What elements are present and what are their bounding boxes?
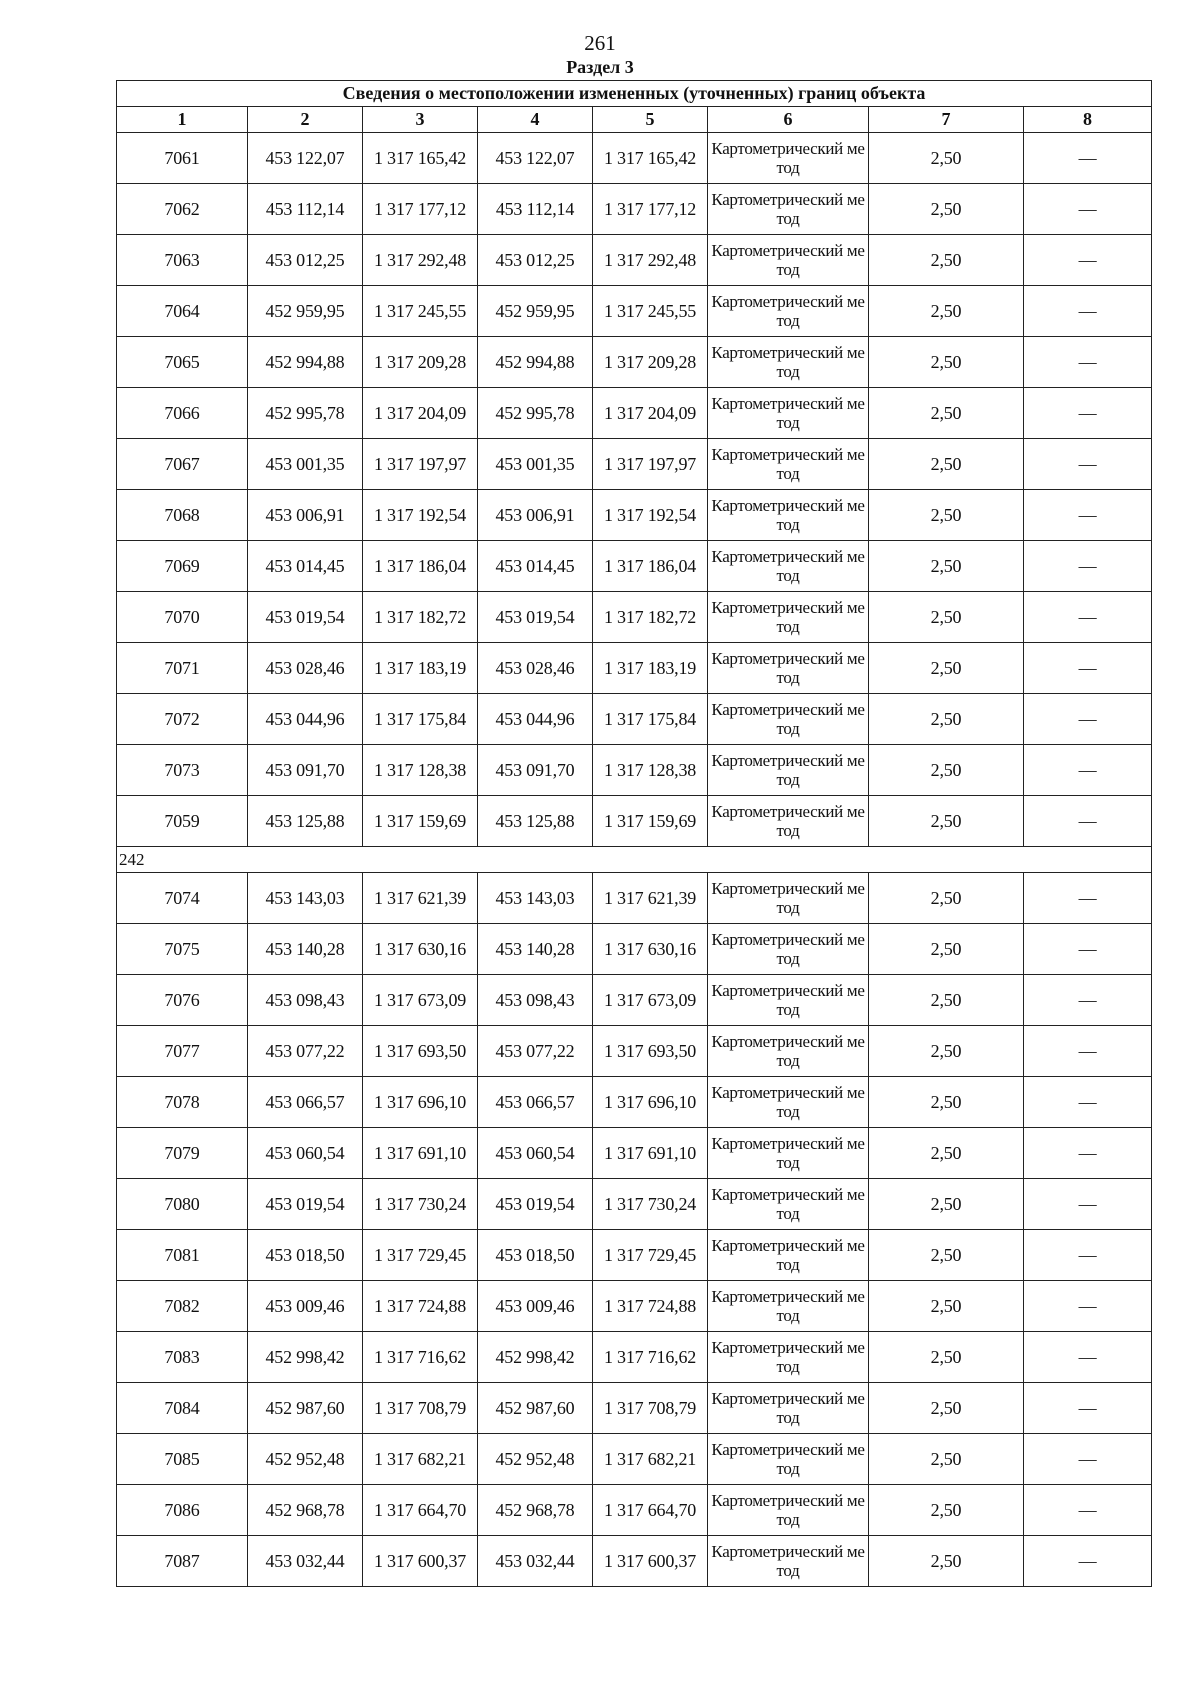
accuracy-cell: 2,50 [869, 592, 1024, 643]
method-cell: Картометрический метод [708, 1077, 869, 1128]
x-new-cell: 453 019,54 [478, 592, 593, 643]
x-new-cell: 453 006,91 [478, 490, 593, 541]
accuracy-cell: 2,50 [869, 1281, 1024, 1332]
x-new-cell: 453 044,96 [478, 694, 593, 745]
y-new-cell: 1 317 186,04 [593, 541, 708, 592]
accuracy-cell: 2,50 [869, 490, 1024, 541]
table-row [117, 1179, 1152, 1230]
table-row [117, 694, 1152, 745]
method-cell: Картометрический метод [708, 1026, 869, 1077]
method-cell: Картометрический метод [708, 873, 869, 924]
x-old-cell: 453 066,57 [248, 1077, 363, 1128]
x-old-cell: 452 987,60 [248, 1383, 363, 1434]
accuracy-cell: 2,50 [869, 796, 1024, 847]
method-cell: Картометрический метод [708, 439, 869, 490]
y-old-cell: 1 317 292,48 [363, 235, 478, 286]
y-old-cell: 1 317 600,37 [363, 1536, 478, 1587]
x-new-cell: 452 994,88 [478, 337, 593, 388]
x-old-cell: 452 952,48 [248, 1434, 363, 1485]
y-new-cell: 1 317 729,45 [593, 1230, 708, 1281]
y-old-cell: 1 317 128,38 [363, 745, 478, 796]
accuracy-cell: 2,50 [869, 1026, 1024, 1077]
accuracy-cell: 2,50 [869, 439, 1024, 490]
description-cell: — [1024, 1485, 1152, 1536]
point-number-cell: 7064 [117, 286, 248, 337]
x-old-cell: 453 009,46 [248, 1281, 363, 1332]
x-new-cell: 453 112,14 [478, 184, 593, 235]
table-row [117, 796, 1152, 847]
table-row [117, 1128, 1152, 1179]
x-old-cell: 453 014,45 [248, 541, 363, 592]
column-header: 3 [363, 107, 478, 133]
table-row [117, 1383, 1152, 1434]
accuracy-cell: 2,50 [869, 1128, 1024, 1179]
table-row [117, 1281, 1152, 1332]
y-new-cell: 1 317 730,24 [593, 1179, 708, 1230]
y-old-cell: 1 317 630,16 [363, 924, 478, 975]
y-new-cell: 1 317 621,39 [593, 873, 708, 924]
x-old-cell: 453 028,46 [248, 643, 363, 694]
column-header: 8 [1024, 107, 1152, 133]
accuracy-cell: 2,50 [869, 745, 1024, 796]
x-old-cell: 453 032,44 [248, 1536, 363, 1587]
table-row [117, 924, 1152, 975]
x-new-cell: 453 098,43 [478, 975, 593, 1026]
table-caption: Сведения о местоположении измененных (уточненных) границ объекта [117, 81, 1152, 107]
point-number-cell: 7080 [117, 1179, 248, 1230]
column-header: 5 [593, 107, 708, 133]
y-old-cell: 1 317 177,12 [363, 184, 478, 235]
x-old-cell: 453 018,50 [248, 1230, 363, 1281]
method-cell: Картометрический метод [708, 694, 869, 745]
description-cell: — [1024, 184, 1152, 235]
table-row [117, 1026, 1152, 1077]
accuracy-cell: 2,50 [869, 133, 1024, 184]
table-row [117, 184, 1152, 235]
y-old-cell: 1 317 708,79 [363, 1383, 478, 1434]
accuracy-cell: 2,50 [869, 235, 1024, 286]
description-cell: — [1024, 1383, 1152, 1434]
y-old-cell: 1 317 621,39 [363, 873, 478, 924]
x-old-cell: 453 098,43 [248, 975, 363, 1026]
description-cell: — [1024, 1230, 1152, 1281]
accuracy-cell: 2,50 [869, 924, 1024, 975]
accuracy-cell: 2,50 [869, 286, 1024, 337]
y-old-cell: 1 317 159,69 [363, 796, 478, 847]
table-row [117, 1434, 1152, 1485]
section-title: Раздел 3 [566, 57, 634, 77]
page-number: 261 [584, 31, 616, 55]
method-cell: Картометрический метод [708, 1383, 869, 1434]
method-cell: Картометрический метод [708, 1179, 869, 1230]
x-new-cell: 452 998,42 [478, 1332, 593, 1383]
y-new-cell: 1 317 177,12 [593, 184, 708, 235]
x-new-cell: 453 018,50 [478, 1230, 593, 1281]
point-number-cell: 7059 [117, 796, 248, 847]
y-new-cell: 1 317 183,19 [593, 643, 708, 694]
point-number-cell: 7066 [117, 388, 248, 439]
y-new-cell: 1 317 691,10 [593, 1128, 708, 1179]
y-new-cell: 1 317 192,54 [593, 490, 708, 541]
table-row [117, 1230, 1152, 1281]
point-number-cell: 7069 [117, 541, 248, 592]
x-new-cell: 453 019,54 [478, 1179, 593, 1230]
y-new-cell: 1 317 128,38 [593, 745, 708, 796]
y-old-cell: 1 317 186,04 [363, 541, 478, 592]
table-row [117, 1536, 1152, 1587]
column-header: 1 [117, 107, 248, 133]
column-header: 4 [478, 107, 593, 133]
description-cell: — [1024, 439, 1152, 490]
x-old-cell: 453 143,03 [248, 873, 363, 924]
y-old-cell: 1 317 664,70 [363, 1485, 478, 1536]
method-cell: Картометрический метод [708, 337, 869, 388]
accuracy-cell: 2,50 [869, 337, 1024, 388]
point-number-cell: 7084 [117, 1383, 248, 1434]
accuracy-cell: 2,50 [869, 1485, 1024, 1536]
x-old-cell: 453 019,54 [248, 592, 363, 643]
x-new-cell: 453 009,46 [478, 1281, 593, 1332]
y-new-cell: 1 317 182,72 [593, 592, 708, 643]
x-old-cell: 453 077,22 [248, 1026, 363, 1077]
description-cell: — [1024, 490, 1152, 541]
x-old-cell: 452 998,42 [248, 1332, 363, 1383]
table-row [117, 439, 1152, 490]
table-row [117, 337, 1152, 388]
description-cell: — [1024, 235, 1152, 286]
description-cell: — [1024, 1128, 1152, 1179]
description-cell: — [1024, 1179, 1152, 1230]
table-row [117, 592, 1152, 643]
x-new-cell: 453 028,46 [478, 643, 593, 694]
x-old-cell: 452 959,95 [248, 286, 363, 337]
y-new-cell: 1 317 724,88 [593, 1281, 708, 1332]
y-new-cell: 1 317 716,62 [593, 1332, 708, 1383]
x-new-cell: 453 077,22 [478, 1026, 593, 1077]
description-cell: — [1024, 541, 1152, 592]
point-number-cell: 7071 [117, 643, 248, 694]
point-number-cell: 7078 [117, 1077, 248, 1128]
table-row [117, 873, 1152, 924]
method-cell: Картометрический метод [708, 1281, 869, 1332]
accuracy-cell: 2,50 [869, 643, 1024, 694]
point-number-cell: 7062 [117, 184, 248, 235]
y-old-cell: 1 317 724,88 [363, 1281, 478, 1332]
x-old-cell: 453 091,70 [248, 745, 363, 796]
y-old-cell: 1 317 730,24 [363, 1179, 478, 1230]
description-cell: — [1024, 1281, 1152, 1332]
point-number-cell: 7068 [117, 490, 248, 541]
x-old-cell: 453 044,96 [248, 694, 363, 745]
method-cell: Картометрический метод [708, 924, 869, 975]
method-cell: Картометрический метод [708, 1128, 869, 1179]
x-new-cell: 453 012,25 [478, 235, 593, 286]
accuracy-cell: 2,50 [869, 975, 1024, 1026]
x-new-cell: 453 125,88 [478, 796, 593, 847]
y-new-cell: 1 317 696,10 [593, 1077, 708, 1128]
y-old-cell: 1 317 673,09 [363, 975, 478, 1026]
method-cell: Картометрический метод [708, 1332, 869, 1383]
y-new-cell: 1 317 204,09 [593, 388, 708, 439]
x-old-cell: 453 112,14 [248, 184, 363, 235]
y-old-cell: 1 317 696,10 [363, 1077, 478, 1128]
description-cell: — [1024, 975, 1152, 1026]
accuracy-cell: 2,50 [869, 184, 1024, 235]
accuracy-cell: 2,50 [869, 1077, 1024, 1128]
y-old-cell: 1 317 175,84 [363, 694, 478, 745]
y-new-cell: 1 317 197,97 [593, 439, 708, 490]
y-new-cell: 1 317 693,50 [593, 1026, 708, 1077]
x-new-cell: 452 995,78 [478, 388, 593, 439]
accuracy-cell: 2,50 [869, 1536, 1024, 1587]
y-old-cell: 1 317 691,10 [363, 1128, 478, 1179]
point-number-cell: 7067 [117, 439, 248, 490]
point-number-cell: 7072 [117, 694, 248, 745]
point-number-cell: 7075 [117, 924, 248, 975]
column-header: 2 [248, 107, 363, 133]
point-number-cell: 7085 [117, 1434, 248, 1485]
group-row [117, 847, 1152, 873]
table-row [117, 1077, 1152, 1128]
x-old-cell: 453 012,25 [248, 235, 363, 286]
column-header-row [117, 107, 1152, 133]
y-new-cell: 1 317 708,79 [593, 1383, 708, 1434]
y-new-cell: 1 317 165,42 [593, 133, 708, 184]
x-new-cell: 453 143,03 [478, 873, 593, 924]
method-cell: Картометрический метод [708, 286, 869, 337]
coordinates-table [116, 80, 1152, 1587]
accuracy-cell: 2,50 [869, 1179, 1024, 1230]
y-old-cell: 1 317 245,55 [363, 286, 478, 337]
accuracy-cell: 2,50 [869, 1332, 1024, 1383]
table-row [117, 1332, 1152, 1383]
accuracy-cell: 2,50 [869, 1230, 1024, 1281]
method-cell: Картометрический метод [708, 490, 869, 541]
description-cell: — [1024, 1332, 1152, 1383]
point-number-cell: 7079 [117, 1128, 248, 1179]
table-row [117, 745, 1152, 796]
method-cell: Картометрический метод [708, 975, 869, 1026]
y-new-cell: 1 317 664,70 [593, 1485, 708, 1536]
x-old-cell: 453 122,07 [248, 133, 363, 184]
y-new-cell: 1 317 159,69 [593, 796, 708, 847]
accuracy-cell: 2,50 [869, 541, 1024, 592]
point-number-cell: 7082 [117, 1281, 248, 1332]
x-old-cell: 453 006,91 [248, 490, 363, 541]
description-cell: — [1024, 1434, 1152, 1485]
method-cell: Картометрический метод [708, 235, 869, 286]
table-row [117, 643, 1152, 694]
table-row [117, 541, 1152, 592]
accuracy-cell: 2,50 [869, 1434, 1024, 1485]
column-header: 6 [708, 107, 869, 133]
method-cell: Картометрический метод [708, 541, 869, 592]
method-cell: Картометрический метод [708, 592, 869, 643]
x-new-cell: 452 987,60 [478, 1383, 593, 1434]
x-new-cell: 453 066,57 [478, 1077, 593, 1128]
point-number-cell: 7070 [117, 592, 248, 643]
table-row [117, 1485, 1152, 1536]
y-new-cell: 1 317 630,16 [593, 924, 708, 975]
method-cell: Картометрический метод [708, 388, 869, 439]
point-number-cell: 7077 [117, 1026, 248, 1077]
method-cell: Картометрический метод [708, 184, 869, 235]
group-label: 242 [117, 847, 1152, 873]
y-old-cell: 1 317 197,97 [363, 439, 478, 490]
y-new-cell: 1 317 682,21 [593, 1434, 708, 1485]
x-new-cell: 453 001,35 [478, 439, 593, 490]
method-cell: Картометрический метод [708, 796, 869, 847]
description-cell: — [1024, 873, 1152, 924]
y-old-cell: 1 317 682,21 [363, 1434, 478, 1485]
y-old-cell: 1 317 209,28 [363, 337, 478, 388]
x-new-cell: 452 968,78 [478, 1485, 593, 1536]
y-new-cell: 1 317 175,84 [593, 694, 708, 745]
x-new-cell: 452 959,95 [478, 286, 593, 337]
method-cell: Картометрический метод [708, 1536, 869, 1587]
point-number-cell: 7076 [117, 975, 248, 1026]
point-number-cell: 7065 [117, 337, 248, 388]
y-new-cell: 1 317 600,37 [593, 1536, 708, 1587]
table-row [117, 235, 1152, 286]
description-cell: — [1024, 924, 1152, 975]
accuracy-cell: 2,50 [869, 873, 1024, 924]
x-new-cell: 453 091,70 [478, 745, 593, 796]
x-old-cell: 452 995,78 [248, 388, 363, 439]
point-number-cell: 7063 [117, 235, 248, 286]
method-cell: Картометрический метод [708, 133, 869, 184]
description-cell: — [1024, 796, 1152, 847]
description-cell: — [1024, 1077, 1152, 1128]
point-number-cell: 7086 [117, 1485, 248, 1536]
table-row [117, 133, 1152, 184]
x-new-cell: 453 032,44 [478, 1536, 593, 1587]
accuracy-cell: 2,50 [869, 1383, 1024, 1434]
point-number-cell: 7061 [117, 133, 248, 184]
method-cell: Картометрический метод [708, 745, 869, 796]
table-row [117, 490, 1152, 541]
y-new-cell: 1 317 292,48 [593, 235, 708, 286]
x-new-cell: 453 060,54 [478, 1128, 593, 1179]
table-row [117, 286, 1152, 337]
description-cell: — [1024, 694, 1152, 745]
description-cell: — [1024, 745, 1152, 796]
y-old-cell: 1 317 182,72 [363, 592, 478, 643]
description-cell: — [1024, 388, 1152, 439]
description-cell: — [1024, 337, 1152, 388]
point-number-cell: 7073 [117, 745, 248, 796]
method-cell: Картометрический метод [708, 643, 869, 694]
x-old-cell: 453 019,54 [248, 1179, 363, 1230]
y-old-cell: 1 317 165,42 [363, 133, 478, 184]
description-cell: — [1024, 1026, 1152, 1077]
x-new-cell: 453 014,45 [478, 541, 593, 592]
x-old-cell: 452 968,78 [248, 1485, 363, 1536]
y-old-cell: 1 317 693,50 [363, 1026, 478, 1077]
y-new-cell: 1 317 673,09 [593, 975, 708, 1026]
y-old-cell: 1 317 204,09 [363, 388, 478, 439]
y-old-cell: 1 317 716,62 [363, 1332, 478, 1383]
accuracy-cell: 2,50 [869, 388, 1024, 439]
x-old-cell: 453 125,88 [248, 796, 363, 847]
y-old-cell: 1 317 729,45 [363, 1230, 478, 1281]
x-old-cell: 452 994,88 [248, 337, 363, 388]
x-new-cell: 453 140,28 [478, 924, 593, 975]
description-cell: — [1024, 286, 1152, 337]
description-cell: — [1024, 133, 1152, 184]
y-old-cell: 1 317 183,19 [363, 643, 478, 694]
method-cell: Картометрический метод [708, 1230, 869, 1281]
table-row [117, 388, 1152, 439]
description-cell: — [1024, 592, 1152, 643]
y-new-cell: 1 317 245,55 [593, 286, 708, 337]
table-body [117, 133, 1152, 1587]
method-cell: Картометрический метод [708, 1434, 869, 1485]
x-new-cell: 452 952,48 [478, 1434, 593, 1485]
point-number-cell: 7087 [117, 1536, 248, 1587]
x-old-cell: 453 060,54 [248, 1128, 363, 1179]
point-number-cell: 7081 [117, 1230, 248, 1281]
point-number-cell: 7083 [117, 1332, 248, 1383]
y-old-cell: 1 317 192,54 [363, 490, 478, 541]
column-header: 7 [869, 107, 1024, 133]
table-row [117, 975, 1152, 1026]
x-new-cell: 453 122,07 [478, 133, 593, 184]
accuracy-cell: 2,50 [869, 694, 1024, 745]
y-new-cell: 1 317 209,28 [593, 337, 708, 388]
description-cell: — [1024, 643, 1152, 694]
method-cell: Картометрический метод [708, 1485, 869, 1536]
description-cell: — [1024, 1536, 1152, 1587]
x-old-cell: 453 001,35 [248, 439, 363, 490]
point-number-cell: 7074 [117, 873, 248, 924]
x-old-cell: 453 140,28 [248, 924, 363, 975]
